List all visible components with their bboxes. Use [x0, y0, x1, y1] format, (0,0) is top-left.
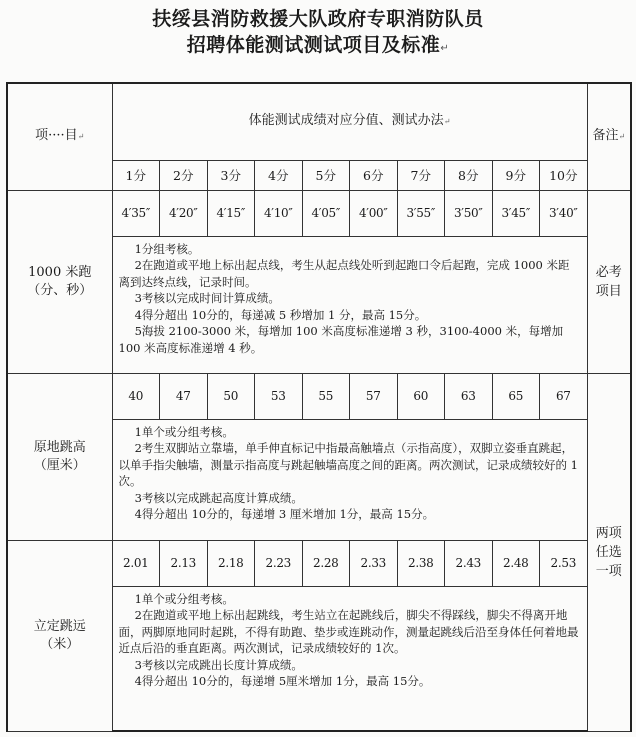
method-line: 4得分超出 10分的，每递增 3 厘米增加 1分，最高 15分。 — [134, 507, 435, 522]
method-line: 3考核以完成跳出长度计算成绩。 — [134, 657, 303, 672]
method-line: 5海拔 2100-3000 米，每增加 100 米高度标准递增 3 秒，3100-4000 米，每增加 100 米高度标准递增 4 秒。 — [118, 324, 564, 356]
score-cell: 5分 — [302, 160, 350, 190]
title-line-2: 招聘体能测试测试项目及标准↵ — [186, 34, 450, 56]
note-required: 必考项目 — [587, 190, 631, 373]
score-cell: 3分 — [207, 160, 255, 190]
value-cell: 4′10″ — [255, 190, 303, 236]
value-cell: 4′35″ — [112, 190, 160, 236]
method-line: 2考生双脚站立靠墙，单手伸直标记中指最高触墙点（示指高度），双脚立姿垂直跳起，以单手指尖触墙，测量示指高度与跳起触墙高度之间的距离。两次测试，记录成绩较好的 1次。 — [118, 441, 578, 489]
score-cell: 8分 — [445, 160, 493, 190]
item-header-cell: 项····目↵ — [7, 83, 112, 190]
value-cell: 2.23 — [255, 540, 303, 586]
note-header-cell: 备注↵ — [587, 83, 631, 190]
value-cell: 2.33 — [350, 540, 398, 586]
value-cell: 55 — [302, 373, 350, 419]
value-cell: 4′05″ — [302, 190, 350, 236]
item-name-long-jump: 立定跳远 （米） — [7, 540, 112, 731]
method-line: 3考核以完成跳起高度计算成绩。 — [134, 490, 303, 505]
method-line: 1单个或分组考核。 — [134, 591, 234, 606]
value-cell: 2.38 — [397, 540, 445, 586]
value-cell: 63 — [445, 373, 493, 419]
score-cell: 4分 — [255, 160, 303, 190]
value-cell: 60 — [397, 373, 445, 419]
score-cell: 10分 — [540, 160, 588, 190]
method-long-jump — [112, 586, 587, 731]
title-line-1: 扶绥县消防救援大队政府专职消防队员 — [152, 8, 484, 30]
score-cell: 9分 — [492, 160, 540, 190]
value-cell: 2.13 — [160, 540, 208, 586]
value-cell: 2.43 — [445, 540, 493, 586]
method-high-jump — [112, 419, 587, 540]
score-cell: 2分 — [160, 160, 208, 190]
value-cell: 57 — [350, 373, 398, 419]
method-line: 3考核以完成时间计算成绩。 — [134, 291, 280, 306]
value-cell: 4′00″ — [350, 190, 398, 236]
run-values-row — [7, 190, 631, 236]
item-name-run: 1000 米跑 （分、秒） — [7, 190, 112, 373]
document-title — [0, 6, 636, 62]
group-header-cell: 体能测试成绩对应分值、测试办法↵ — [112, 83, 587, 160]
method-line: 2在跑道或平地上标出起跳线，考生站立在起跳线后，脚尖不得踩线，脚尖不得离开地面，两脚原地同时起跳，不得有助跑、垫步或连跳动作，测量起跳线后沿至身体任何着地最近点后沿的垂直距离。两次测试，记录成绩较好的 1次。 — [118, 608, 579, 656]
value-cell: 53 — [255, 373, 303, 419]
score-cell: 6分 — [350, 160, 398, 190]
value-cell: 50 — [207, 373, 255, 419]
value-cell: 2.28 — [302, 540, 350, 586]
long-jump-values-row — [7, 540, 631, 586]
method-line: 1分组考核。 — [134, 241, 200, 256]
value-cell: 3′40″ — [540, 190, 588, 236]
method-line: 2在跑道或平地上标出起点线，考生从起点线处听到起跑口令后起跑，完成 1000 米距离到达终点线，记录时间。 — [118, 258, 570, 289]
value-cell: 65 — [492, 373, 540, 419]
method-line: 4得分超出 10分的，每递增 5厘米增加 1分，最高 15分。 — [134, 674, 431, 689]
method-line: 4得分超出 10分的，每递减 5 秒增加 1 分，最高 15分。 — [134, 307, 427, 322]
value-cell: 40 — [112, 373, 160, 419]
value-cell: 2.18 — [207, 540, 255, 586]
value-cell: 4′15″ — [207, 190, 255, 236]
score-cell: 7分 — [397, 160, 445, 190]
value-cell: 2.01 — [112, 540, 160, 586]
paragraph-mark-icon: ↵ — [440, 43, 450, 54]
value-cell: 3′55″ — [397, 190, 445, 236]
item-name-high-jump: 原地跳高 （厘米） — [7, 373, 112, 540]
value-cell: 3′50″ — [445, 190, 493, 236]
value-cell: 2.48 — [492, 540, 540, 586]
method-run — [112, 236, 587, 373]
value-cell: 47 — [160, 373, 208, 419]
note-choice: 两项任选一项 — [587, 373, 631, 731]
score-cell: 1分 — [112, 160, 160, 190]
method-line: 1单个或分组考核。 — [134, 424, 234, 439]
value-cell: 67 — [540, 373, 588, 419]
jump-values-row — [7, 373, 631, 419]
fitness-standard-table — [6, 82, 632, 732]
value-cell: 2.53 — [540, 540, 588, 586]
value-cell: 3′45″ — [492, 190, 540, 236]
value-cell: 4′20″ — [160, 190, 208, 236]
header-row-1 — [7, 83, 631, 160]
